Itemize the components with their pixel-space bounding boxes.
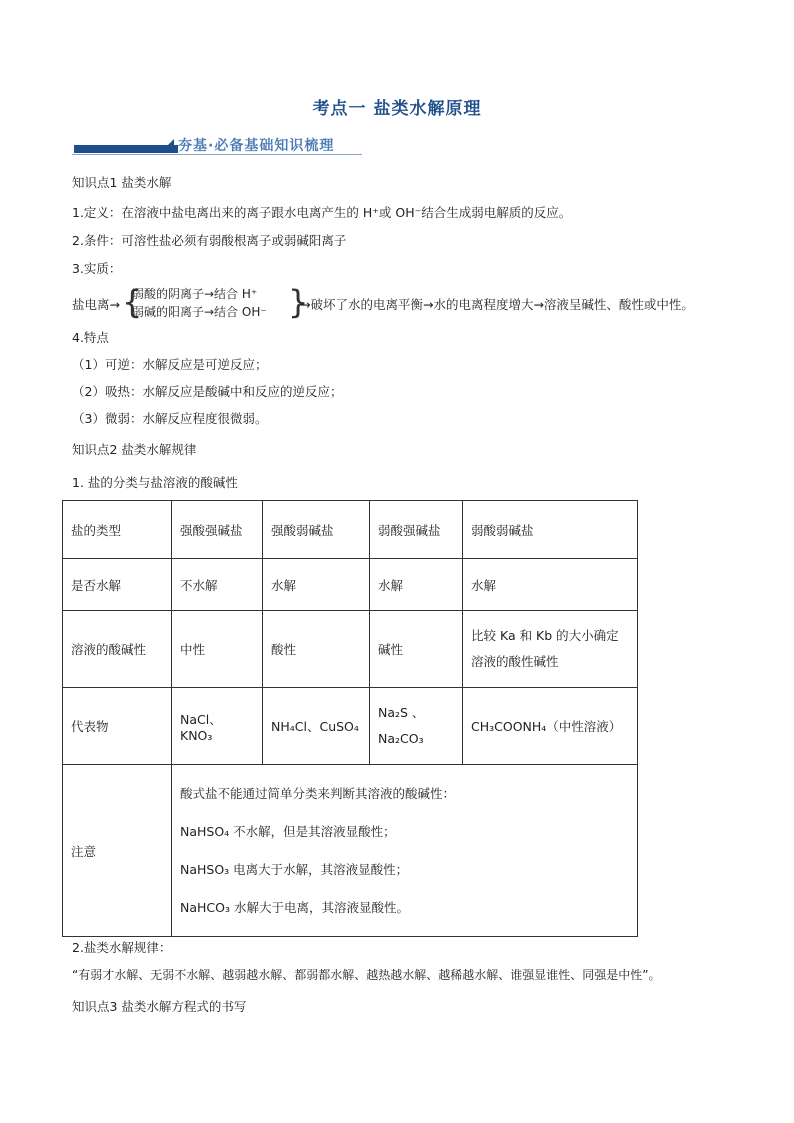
table-row — [63, 501, 638, 559]
essence-lead: 盐电离→ — [72, 297, 120, 312]
table-cell: CH₃COONH₄（中性溶液） — [463, 688, 638, 765]
table-cell: 是否水解 — [63, 559, 172, 611]
kp2-heading: 知识点2 盐类水解规律 — [72, 442, 197, 457]
table-cell: 碱性 — [370, 611, 463, 688]
table-row — [63, 559, 638, 611]
kp2-subheading-1: 1. 盐的分类与盐溶液的酸碱性 — [72, 475, 238, 490]
table-notes-cell — [172, 765, 638, 937]
feature-endothermic: （2）吸热：水解反应是酸碱中和反应的逆反应； — [72, 384, 343, 399]
table-cell: 不水解 — [172, 559, 263, 611]
note-line: NaHCO₃ 水解大于电离，其溶液显酸性。 — [180, 899, 409, 915]
section-underline — [72, 154, 362, 155]
table-row — [63, 765, 638, 937]
hydrolysis-rule: “有弱才水解、无弱不水解、越弱越水解、都弱都水解、越热越水解、越稀越水解、谁强显谁性、同强是中性”。 — [72, 968, 661, 982]
essence-tail: →破坏了水的电离平衡→水的电离程度增大→溶液呈碱性、酸性或中性。 — [300, 297, 694, 312]
table-cell: 比较 Ka 和 Kb 的大小确定溶液的酸性碱性 — [463, 611, 638, 688]
table-cell: 酸性 — [263, 611, 370, 688]
note-line: 酸式盐不能通过简单分类来判断其溶液的酸碱性： — [180, 785, 456, 801]
table-cell: 水解 — [463, 559, 638, 611]
right-brace: } — [288, 283, 309, 321]
table-cell: 强酸弱碱盐 — [263, 501, 370, 559]
table-row — [63, 611, 638, 688]
left-brace: { — [122, 283, 143, 321]
table-cell: 强酸强碱盐 — [172, 501, 263, 559]
kp1-condition: 2.条件：可溶性盐必须有弱酸根离子或弱碱阳离子 — [72, 233, 347, 248]
table-cell: 中性 — [172, 611, 263, 688]
essence-diagram — [72, 283, 762, 323]
section-title: 夯基·必备基础知识梳理 — [178, 138, 335, 154]
section-banner — [72, 135, 362, 157]
table-cell: 弱酸强碱盐 — [370, 501, 463, 559]
kp1-feature-label: 4.特点 — [72, 330, 109, 345]
table-cell: 弱酸弱碱盐 — [463, 501, 638, 559]
table-cell: 溶液的酸碱性 — [63, 611, 172, 688]
essence-row-anion: 弱酸的阴离子→结合 H⁺ — [132, 287, 258, 301]
table-cell: 水解 — [263, 559, 370, 611]
kp1-heading: 知识点1 盐类水解 — [72, 175, 172, 190]
table-cell: 代表物 — [63, 688, 172, 765]
note-line: NaHSO₄ 不水解，但是其溶液显酸性； — [180, 823, 396, 839]
kp2-subheading-2: 2.盐类水解规律： — [72, 940, 172, 955]
table-cell: 注意 — [63, 765, 172, 937]
kp1-essence-label: 3.实质： — [72, 261, 122, 276]
table-cell: Na₂S 、Na₂CO₃ — [370, 688, 463, 765]
feature-weak: （3）微弱：水解反应程度很微弱。 — [72, 411, 268, 426]
feature-reversible: （1）可逆：水解反应是可逆反应； — [72, 357, 268, 372]
salt-classification-table — [62, 500, 638, 937]
kp3-heading: 知识点3 盐类水解方程式的书写 — [72, 999, 247, 1014]
essence-row-cation: 弱碱的阳离子→结合 OH⁻ — [132, 305, 267, 319]
table-row — [63, 688, 638, 765]
table-cell: 水解 — [370, 559, 463, 611]
banner-triangle-shape — [160, 139, 174, 153]
table-cell: NH₄Cl、CuSO₄ — [263, 688, 370, 765]
page-title: 考点一 盐类水解原理 — [312, 99, 482, 119]
note-line: NaHSO₃ 电离大于水解，其溶液显酸性； — [180, 861, 409, 877]
kp1-definition: 1.定义：在溶液中盐电离出来的离子跟水电离产生的 H⁺或 OH⁻结合生成弱电解质的反应。 — [72, 205, 572, 220]
table-cell: NaCl、KNO₃ — [172, 688, 263, 765]
table-cell: 盐的类型 — [63, 501, 172, 559]
